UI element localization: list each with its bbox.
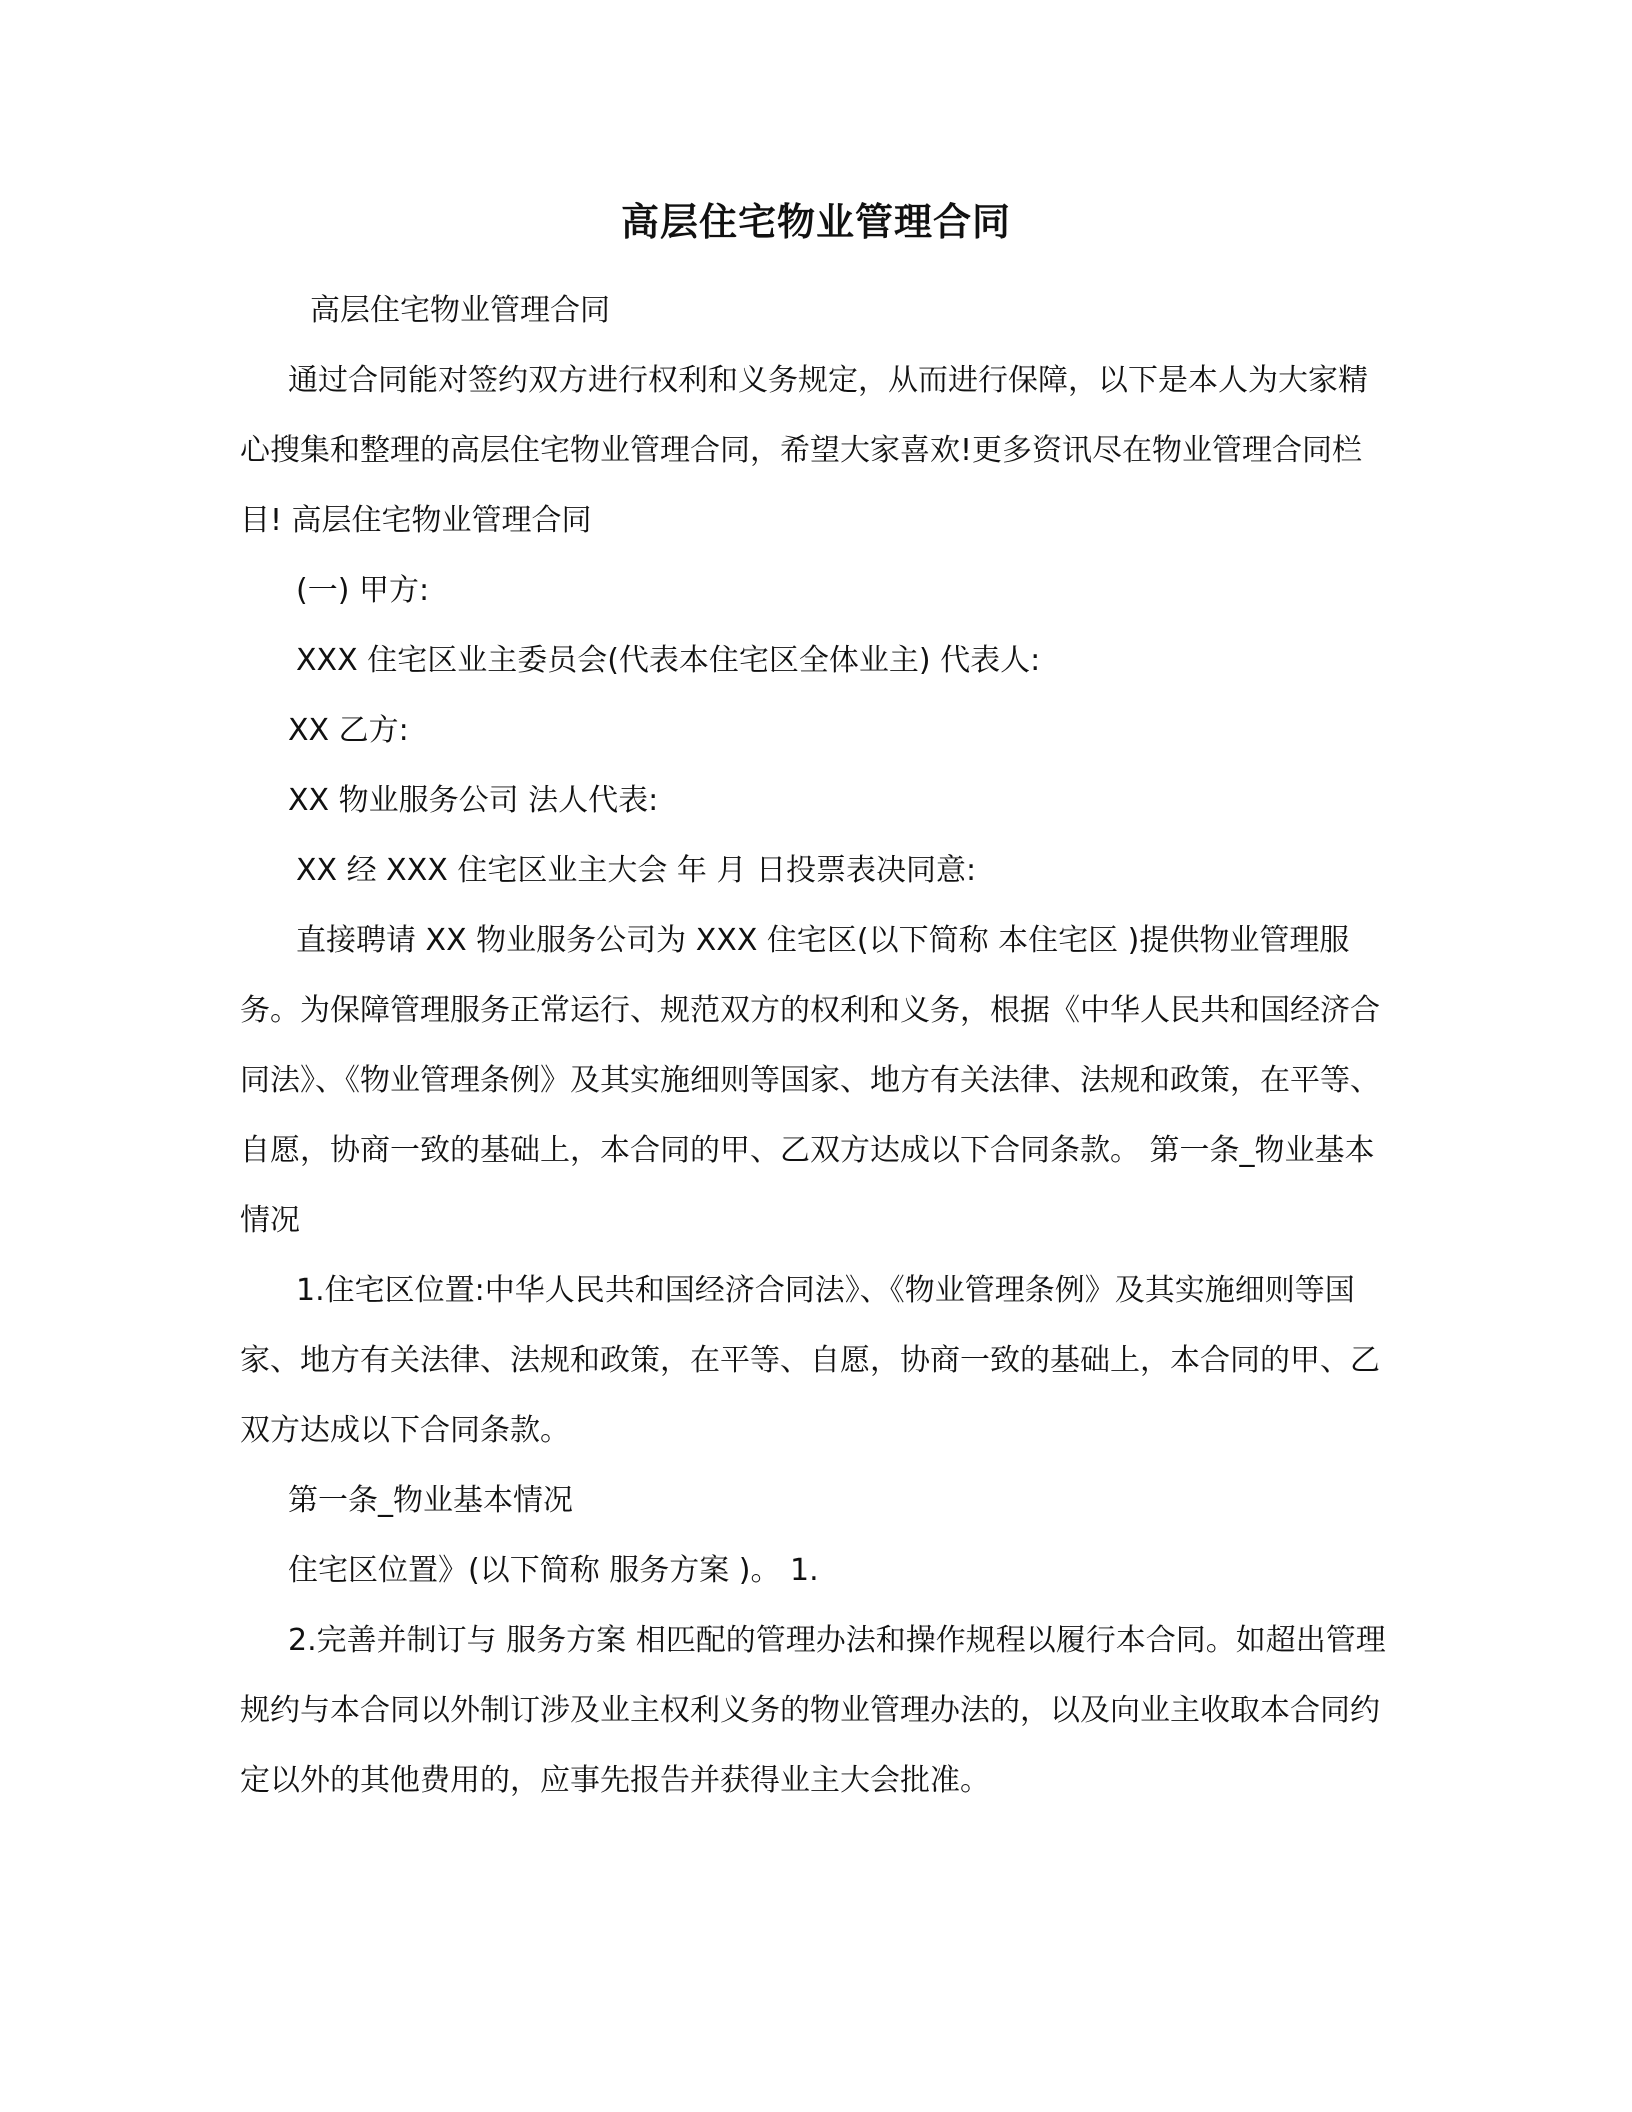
paragraph-subtitle: 高层住宅物业管理合同 xyxy=(310,293,610,328)
paragraph-vote: XX 经 XXX 住宅区业主大会 年 月 日投票表决同意: xyxy=(296,853,977,888)
paragraph-party-b: XX 乙方: xyxy=(288,713,409,748)
paragraph-party-a: (一) 甲方: xyxy=(296,573,430,608)
paragraph-property-company: XX 物业服务公司 法人代表: xyxy=(288,783,659,818)
document-title: 高层住宅物业管理合同 xyxy=(620,200,1011,244)
paragraph-owners-committee: XXX 住宅区业主委员会(代表本住宅区全体业主) 代表人: xyxy=(296,643,1041,678)
paragraph-article-1: 第一条_物业基本情况 xyxy=(288,1483,573,1518)
document-body xyxy=(240,276,1390,1816)
paragraph-clause-1: 1.住宅区位置:中华人民共和国经济合同法》、《物业管理条例》及其实施细则等国家、地方有关法律、法规和政策，在平等、自愿，协商一致的基础上，本合同的甲、乙双方达成以下合同条款。 xyxy=(240,1273,1380,1448)
paragraph-intro: 通过合同能对签约双方进行权利和义务规定，从而进行保障，以下是本人为大家精心搜集和整理的高层住宅物业管理合同，希望大家喜欢!更多资讯尽在物业管理合同栏目! 高层住宅物业管理合同 xyxy=(240,363,1368,538)
paragraph-clause-2: 2.完善并制订与 服务方案 相匹配的管理办法和操作规程以履行本合同。如超出管理规约与本合同以外制订涉及业主权利义务的物业管理办法的，以及向业主收取本合同约定以外的其他费用的，应事先报告并获得业主大会批准。 xyxy=(240,1623,1386,1798)
paragraph-engagement: 直接聘请 XX 物业服务公司为 XXX 住宅区(以下简称 本住宅区 )提供物业管理服务。为保障管理服务正常运行、规范双方的权利和义务，根据《中华人民共和国经济合同法》、《物业管理条例》及其实施细则等国家、地方有关法律、法规和政策，在平等、自愿，协商一致的基础上，本合同的甲、乙双方达成以下合同条款。 第一条_物业基本情况 xyxy=(240,923,1380,1238)
paragraph-location: 住宅区位置》(以下简称 服务方案 )。 1. xyxy=(288,1553,819,1588)
